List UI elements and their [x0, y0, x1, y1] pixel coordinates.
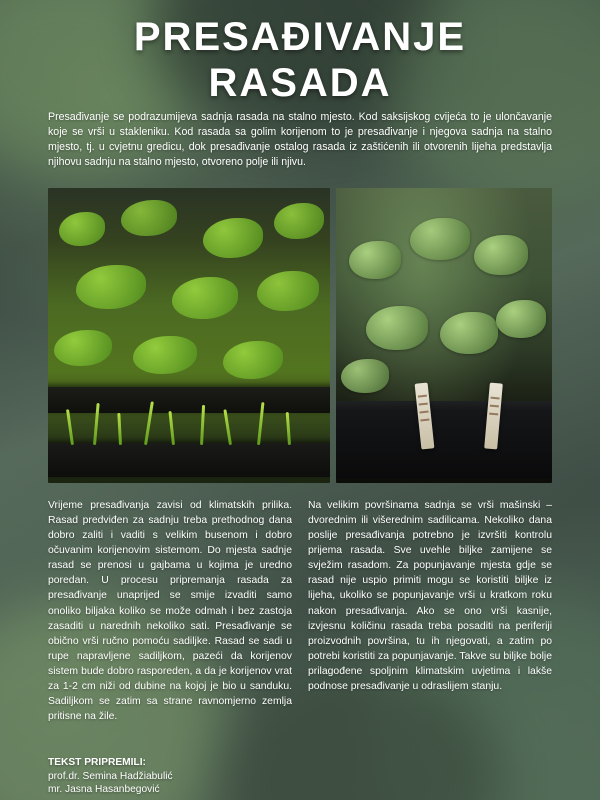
- photo-row: [48, 188, 552, 483]
- black-plant-tray: [336, 401, 552, 479]
- body-text-right: Na velikim površinama sadnja se vrši mašinski – dvorednim ili višerednim sadilicama. Nekoliko dana poslije presađivanja potrebno je izvršiti kontrolu prijema rasada. Sve uvehle biljke zamijene se svježim rasadom. Za popunjavanje mjesta gdje se rasad nije uspio primiti mogu se koristiti biljke iz lijeha, ukoliko se popunjavanje vrši u kratkom roku nakon presađivanja. Ako se ono vrši kasnije, izvjesnu količinu rasada treba posaditi na periferiji proizvodnih površina, tu ih njegovati, a zatim po potrebi koristiti za popunjavanje. Takve su biljke bolje prilagođene spoljnim klimatskim uvjetima i lakše podnose presađivanje u odraslijem stanju.: [308, 500, 552, 692]
- intro-paragraph: Presađivanje se podrazumijeva sadnja rasada na stalno mjesto. Kod saksijskog cvijeća to je ulončavanje koje se vrši u stakleniku. Kod rasada sa golim korijenom to je presađivanje i njegova sadnja na stalno mjesto, tj. u cvjetnu gredicu, dok presađivanje ostalog rasada iz zaštićenih ili otvorenih lijeha predstavlja njihovu sadnju na stalno mjesto, otvoreno polje ili njivu.: [48, 111, 552, 169]
- seedlings-with-plant-labels-photo: [336, 188, 552, 483]
- page-title-line-1: PRESAĐIVANJE: [133, 15, 467, 59]
- seedling-trays-photo: [48, 188, 330, 483]
- credits-author-2: mr. Jasna Hasanbegović: [48, 783, 160, 795]
- credits-heading: TEKST PRIPREMILI:: [48, 757, 146, 769]
- seed-tray: [48, 443, 330, 477]
- page-title-line-2: RASADA: [208, 61, 392, 105]
- body-text-left: Vrijeme presađivanja zavisi od klimatskih prilika. Rasad predviđen za sadnju treba prethodnog dana dobro zaliti i vaditi s velikim busenom i dobro očuvanim korijenovim sistemom. Do mjesta sadnje rasad se prenosi u gajbama u kojima je uredno poredan. U procesu pripremanja rasada za presađivanje unaprijed se smije izvaditi samo onoliko biljaka koliko se može odmah i bez zastoja zasaditi u narednih nekoliko sati. Presađivanje se obično vrši ručno pomoću sadiljke. Rasad se sadi u rupe napravljene sadiljkom, pazeći da korijenov sistem bude dobro rasporeden, a da je korijenov vrat za 1-2 cm niži od dubine na kojoj je bio u sanduku. Sadiljkom se zatim sa strane ravnomjerno zemlja pritisne na žile.: [48, 500, 292, 723]
- body-column-right: [308, 498, 552, 724]
- credits-author-1: prof.dr. Semina Hadžiabulić: [48, 770, 173, 782]
- credits-block: [48, 756, 173, 796]
- body-columns: [48, 498, 552, 724]
- photo-left-scene: [48, 188, 330, 483]
- body-column-left: [48, 498, 292, 724]
- seed-tray: [48, 387, 330, 413]
- page-title: [0, 14, 600, 106]
- photo-right-scene: [336, 188, 552, 483]
